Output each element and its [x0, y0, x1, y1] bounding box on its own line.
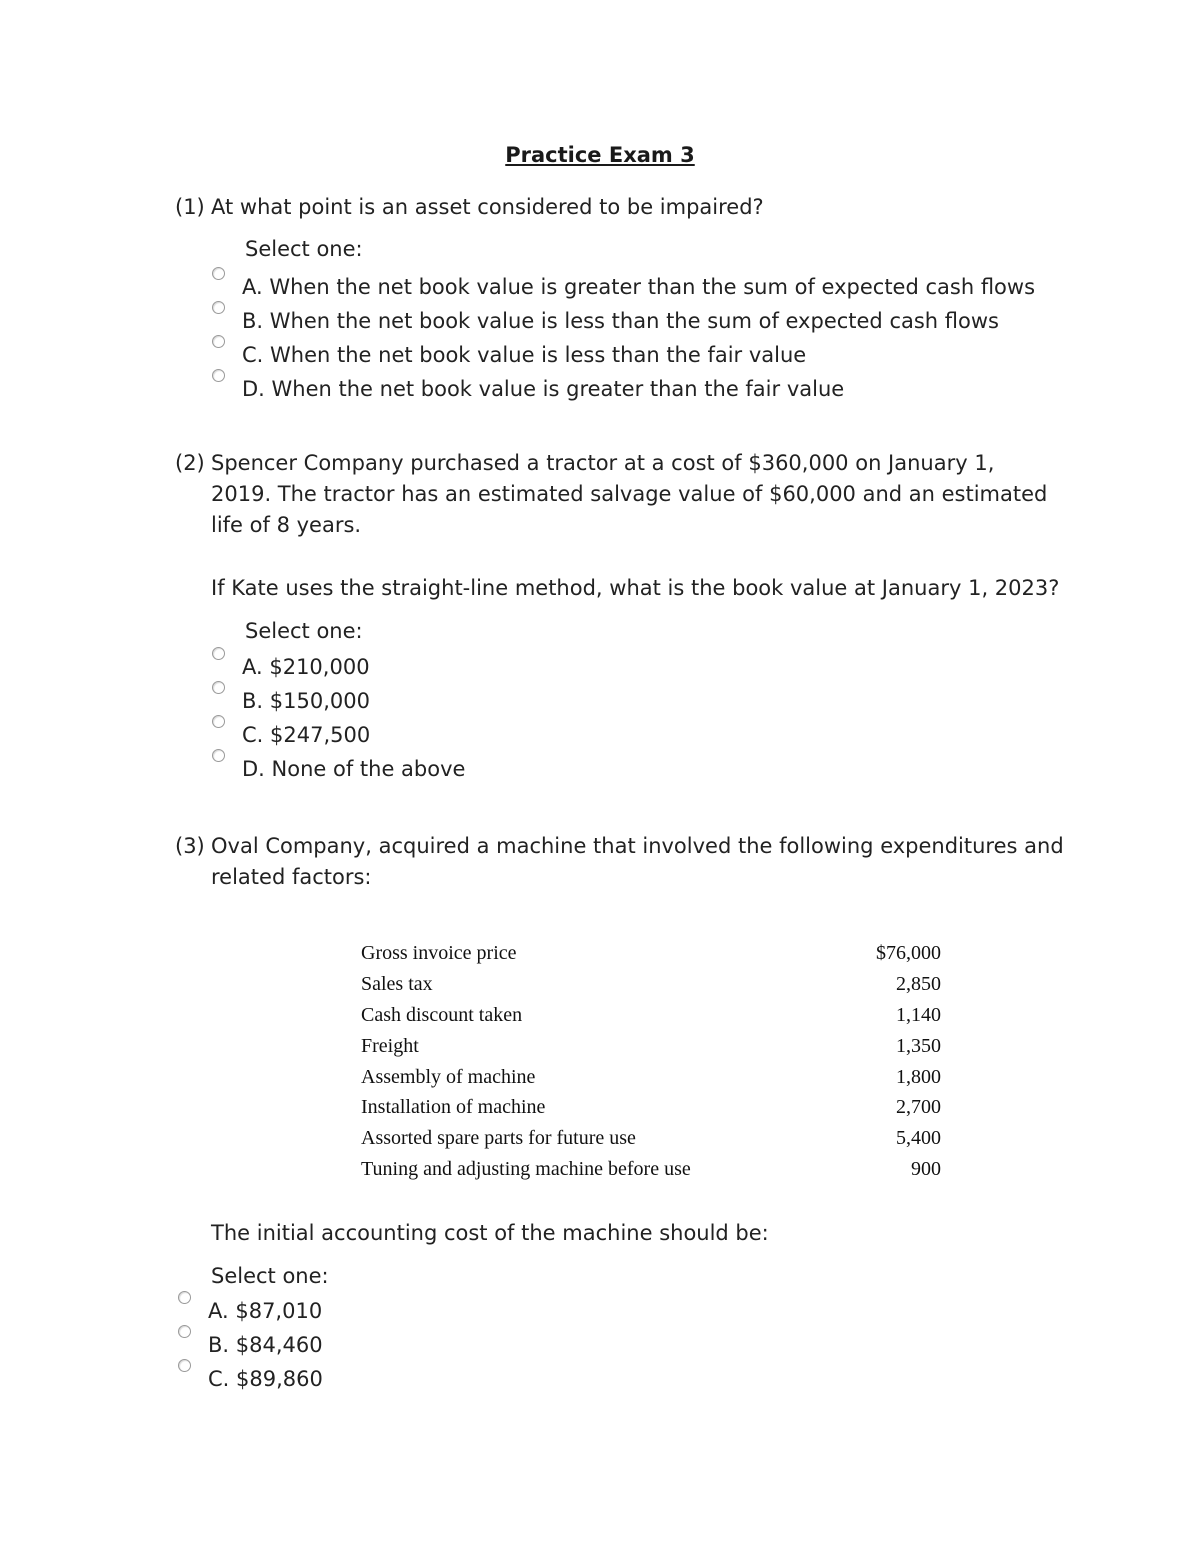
question-3-select-label: Select one: [211, 1264, 329, 1288]
expenditure-amount: 5,400 [896, 1127, 941, 1150]
expenditures-table [361, 938, 941, 1185]
expenditure-item: Cash discount taken [361, 1003, 523, 1026]
table-row [361, 1154, 941, 1185]
expenditure-item: Installation of machine [361, 1096, 546, 1119]
question-3-text: Oval Company, acquired a machine that involved the following expenditures and related factors: [211, 834, 1064, 889]
expenditure-amount: 900 [911, 1158, 941, 1181]
radio-button-icon[interactable] [178, 1359, 191, 1372]
option-label: B. $84,460 [208, 1333, 323, 1357]
option-label: C. $247,500 [242, 723, 371, 747]
expenditure-amount: 1,350 [896, 1034, 941, 1057]
expenditure-item: Assembly of machine [361, 1065, 536, 1088]
question-3-number: (3) [175, 834, 205, 858]
radio-button-icon[interactable] [178, 1291, 191, 1304]
option-label: A. $87,010 [208, 1299, 323, 1323]
expenditure-amount: 1,800 [896, 1065, 941, 1088]
option-label: B. $150,000 [242, 689, 370, 713]
question-1-text: At what point is an asset considered to be impaired? [211, 195, 764, 219]
page-title: Practice Exam 3 [505, 143, 695, 167]
expenditure-amount: 2,850 [896, 972, 941, 995]
option-label: C. When the net book value is less than the fair value [242, 343, 807, 367]
expenditure-item: Sales tax [361, 972, 433, 995]
radio-button-icon[interactable] [212, 267, 225, 280]
table-row [361, 1000, 941, 1031]
radio-button-icon[interactable] [212, 335, 225, 348]
radio-button-icon[interactable] [212, 647, 225, 660]
table-row [361, 969, 941, 1000]
question-2-text: Spencer Company purchased a tractor at a cost of $360,000 on January 1, 2019. The tractor has an estimated salvage value of $60,000 and an estimated life of 8 years. [211, 451, 1048, 537]
radio-button-icon[interactable] [212, 369, 225, 382]
radio-button-icon[interactable] [212, 681, 225, 694]
expenditure-amount: 1,140 [896, 1003, 941, 1026]
option-label: C. $89,860 [208, 1367, 323, 1391]
question-1-select-label: Select one: [245, 237, 363, 261]
option-label: B. When the net book value is less than the sum of expected cash flows [242, 309, 999, 333]
expenditure-item: Assorted spare parts for future use [361, 1127, 636, 1150]
radio-button-icon[interactable] [178, 1325, 191, 1338]
table-row [361, 1031, 941, 1062]
option-label: D. When the net book value is greater than the fair value [242, 377, 845, 401]
expenditure-amount: $76,000 [876, 942, 941, 964]
expenditure-amount: 2,700 [896, 1096, 941, 1119]
question-1-number: (1) [175, 195, 205, 219]
table-row [361, 938, 941, 969]
question-2-select-label: Select one: [245, 619, 363, 643]
question-3-prompt: The initial accounting cost of the machine should be: [211, 1221, 769, 1245]
table-row [361, 1123, 941, 1154]
expenditure-item: Tuning and adjusting machine before use [361, 1158, 691, 1181]
question-2-number: (2) [175, 451, 205, 475]
table-row [361, 1062, 941, 1093]
radio-button-icon[interactable] [212, 749, 225, 762]
radio-button-icon[interactable] [212, 301, 225, 314]
option-label: A. $210,000 [242, 655, 370, 679]
radio-button-icon[interactable] [212, 715, 225, 728]
option-label: D. None of the above [242, 757, 466, 781]
question-2-prompt: If Kate uses the straight-line method, what is the book value at January 1, 2023? [211, 576, 1060, 600]
option-label: A. When the net book value is greater than the sum of expected cash flows [242, 275, 1036, 299]
expenditure-item: Gross invoice price [361, 942, 517, 964]
table-row [361, 1092, 941, 1123]
expenditure-item: Freight [361, 1034, 419, 1057]
